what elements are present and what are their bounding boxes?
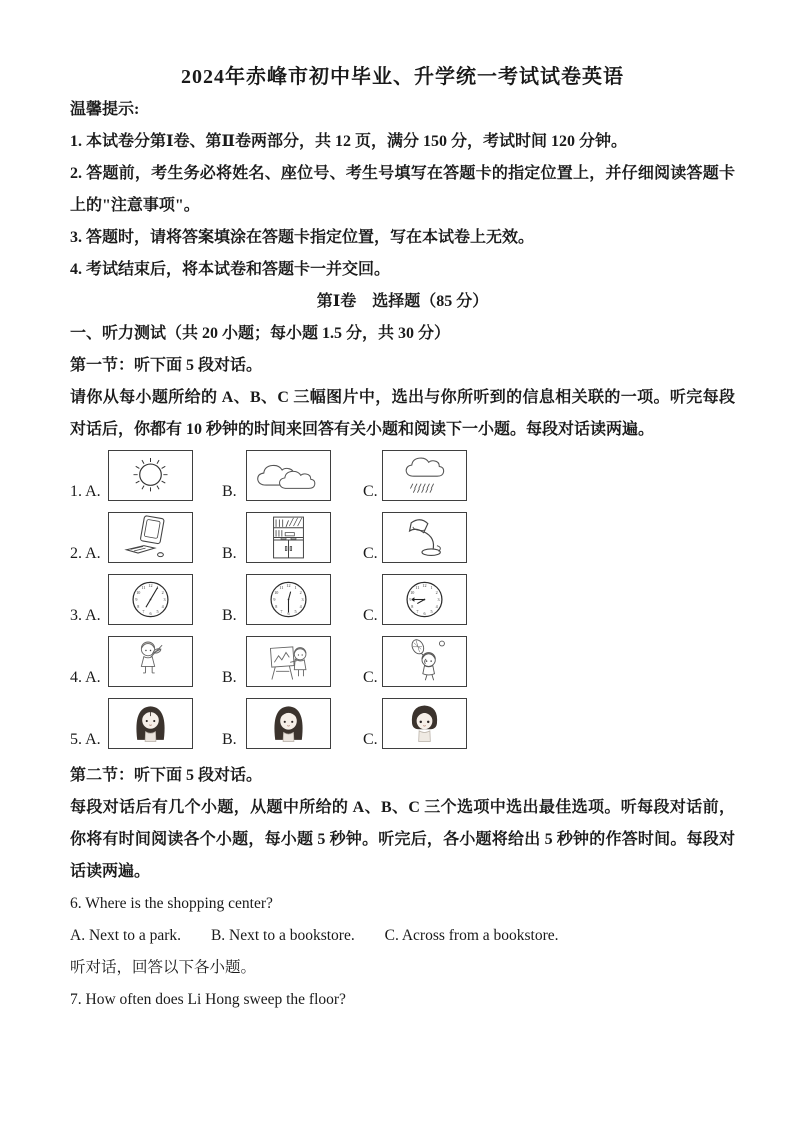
q1-option-c-label: C.: [363, 483, 378, 500]
painter-icon: [246, 636, 331, 687]
part2-description: 每段对话后有几个小题，从题中所给的 A、B、C 三个选项中选出最佳选项。听每段对话前，你将有时间阅读各个小题，每小题 5 秒钟。听完后，各小题将给出 5 秒钟的作答时间。每段对话读两遍。: [70, 799, 735, 880]
picture-options-grid: [70, 450, 735, 749]
notice-item-2: 2. 答题前，考生务必将姓名、座位号、考生号填写在答题卡的指定位置上，并仔细阅读答题卡上的"注意事项"。: [70, 165, 735, 214]
volume-heading: 第Ⅰ卷 选择题（85 分）: [316, 293, 489, 310]
question-6: 6. Where is the shopping center?: [70, 895, 273, 912]
picture-row-q5: [70, 698, 735, 749]
q5-option-c-label: C.: [363, 731, 378, 748]
girl-short-hair-icon: [382, 698, 467, 749]
listening-section-heading: 一、听力测试（共 20 小题；每小题 1.5 分，共 30 分）: [70, 325, 451, 342]
bookcase-icon: [246, 512, 331, 563]
picture-row-q1: [70, 450, 735, 501]
exam-title: 2024年赤峰市初中毕业、升学统一考试试卷英语: [181, 66, 624, 88]
q3-option-a-label: 3. A.: [70, 607, 101, 624]
listen-note: 听对话，回答以下各小题。: [70, 959, 257, 976]
rain-cloud-icon: [382, 450, 467, 501]
notice-heading: 温馨提示:: [70, 101, 140, 118]
badminton-player-icon: [382, 636, 467, 687]
q2-option-c-label: C.: [363, 545, 378, 562]
q6-option-c: C. Across from a bookstore.: [384, 927, 559, 944]
q1-option-a-label: 1. A.: [70, 483, 101, 500]
clouds-icon: [246, 450, 331, 501]
q5-option-a-label: 5. A.: [70, 731, 101, 748]
notice-item-3: 3. 答题时，请将答案填涂在答题卡指定位置，写在本试卷上无效。: [70, 229, 535, 246]
girl-bangs-icon: [246, 698, 331, 749]
picture-row-q3: [70, 574, 735, 625]
q6-option-a: A. Next to a park.: [70, 927, 182, 944]
picture-row-q4: [70, 636, 735, 687]
picture-row-q2: [70, 512, 735, 563]
q3-option-b-label: B.: [222, 607, 237, 624]
q1-option-b-label: B.: [222, 483, 237, 500]
clock-icon-c: [382, 574, 467, 625]
part1-description: 请你从每小题所给的 A、B、C 三幅图片中，选出与你所听到的信息相关联的一项。听完每段对话后，你都有 10 秒钟的时间来回答有关小题和阅读下一小题。每段对话读两遍。: [70, 389, 735, 438]
question-7: 7. How often does Li Hong sweep the floor?: [70, 991, 346, 1008]
desk-lamp-icon: [382, 512, 467, 563]
clock-icon-b: [246, 574, 331, 625]
q3-option-c-label: C.: [363, 607, 378, 624]
notice-item-1: 1. 本试卷分第Ⅰ卷、第Ⅱ卷两部分，共 12 页，满分 150 分，考试时间 120 分钟。: [70, 133, 627, 150]
q6-option-b: B. Next to a bookstore.: [210, 927, 355, 944]
violin-player-icon: [108, 636, 193, 687]
q4-option-a-label: 4. A.: [70, 669, 101, 686]
notice-item-4: 4. 考试结束后，将本试卷和答题卡一并交回。: [70, 261, 391, 278]
sun-icon: [108, 450, 193, 501]
q5-option-b-label: B.: [222, 731, 237, 748]
q2-option-b-label: B.: [222, 545, 237, 562]
q4-option-b-label: B.: [222, 669, 237, 686]
question-6-options: [70, 920, 735, 952]
part1-heading: 第一节：听下面 5 段对话。: [70, 357, 263, 374]
girl-long-hair-icon: [108, 698, 193, 749]
q4-option-c-label: C.: [363, 669, 378, 686]
q2-option-a-label: 2. A.: [70, 545, 101, 562]
computer-icon: [108, 512, 193, 563]
part2-heading: 第二节：听下面 5 段对话。: [70, 767, 263, 784]
clock-icon-a: [108, 574, 193, 625]
